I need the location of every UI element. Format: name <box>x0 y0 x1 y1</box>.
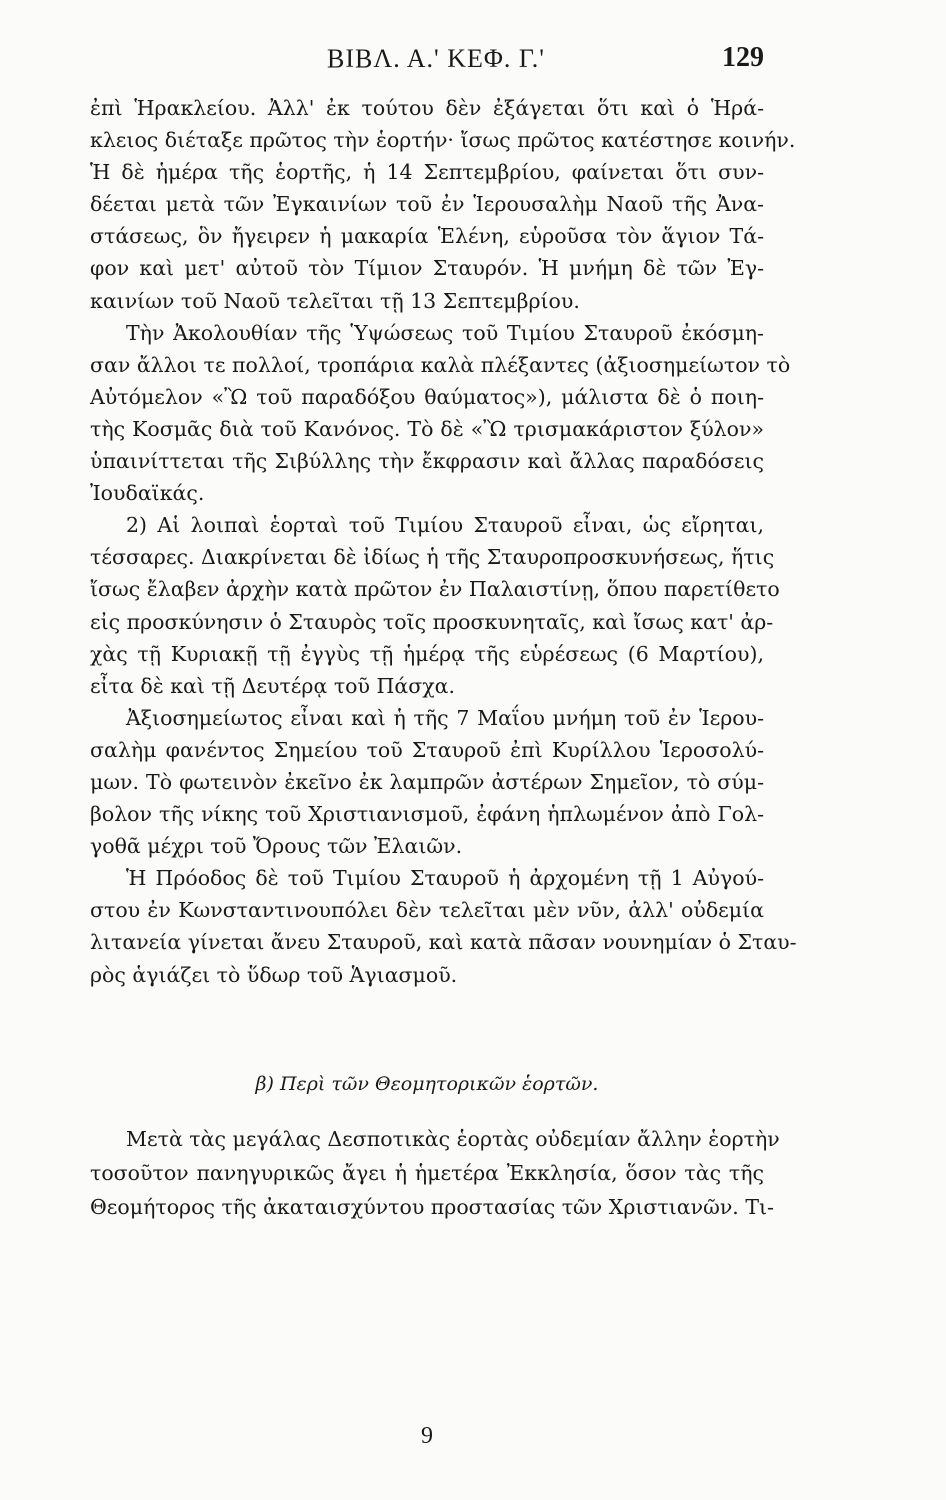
text-line: Ἰουδαϊκάς. <box>90 481 205 506</box>
text-line: φον καὶ μετ' αὐτοῦ τὸν Τίμιον Σταυρόν. Ἡ μνήμη δὲ τῶν Ἐγ- <box>90 256 764 281</box>
text-line: ἴσως ἔλαβεν ἀρχὴν κατὰ πρῶτον ἐν Παλαιστίνῃ, ὅπου παρετίθετο <box>90 577 780 602</box>
text-line: ρὸς ἁγιάζει τὸ ὕδωρ τοῦ Ἁγιασμοῦ. <box>90 962 458 987</box>
text-line: εἶτα δὲ καὶ τῇ Δευτέρᾳ τοῦ Πάσχα. <box>90 673 455 698</box>
text-line: τὴς Κοσμᾶς διὰ τοῦ Κανόνος. Τὸ δὲ «Ὢ τρισμακάριστον ξύλον» <box>90 416 764 441</box>
text-line: στάσεως, ὃν ἤγειρεν ἡ μακαρία Ἑλένη, εὑροῦσα τὸν ἅγιον Τά- <box>90 224 764 249</box>
paragraph-start-line: Μετὰ τὰς μεγάλας Δεσποτικὰς ἑορτὰς οὐδεμίαν ἄλλην ἑορτὴν <box>126 1127 780 1151</box>
text-line: σαν ἄλλοι τε πολλοί, τροπάρια καλὰ πλέξαντες (ἀξιοσημείωτον τὸ <box>90 352 791 377</box>
text-line: δέεται μετὰ τῶν Ἐγκαινίων τοῦ ἐν Ἱερουσαλὴμ Ναοῦ τῆς Ἀνα- <box>90 192 764 217</box>
text-line: Αὐτόμελον «Ὢ τοῦ παραδόξου θαύματος»), μάλιστα δὲ ὁ ποιη- <box>90 384 764 409</box>
text-line: τέσσαρες. Διακρίνεται δὲ ἰδίως ἡ τῆς Σταυροπροσκυνήσεως, ἥτις <box>90 545 775 570</box>
text-line: Ἡ δὲ ἡμέρα τῆς ἑορτῆς, ἡ 14 Σεπτεμβρίου, φαίνεται ὅτι συν- <box>90 160 764 185</box>
text-line: τοσοῦτον πανηγυρικῶς ἄγει ἡ ἡμετέρα Ἐκκλησία, ὅσον τὰς τῆς <box>90 1161 764 1185</box>
section-b-text-block <box>90 1122 780 1224</box>
main-text-block <box>90 92 797 991</box>
paragraph-start-line: 2) Αἱ λοιπαὶ ἑορταὶ τοῦ Τιμίου Σταυροῦ εἶναι, ὡς εἴρηται, <box>126 513 764 538</box>
text-line: χὰς τῇ Κυριακῇ τῇ ἐγγὺς τῇ ἡμέρᾳ τῆς εὑρέσεως (6 Μαρτίου), <box>90 641 764 666</box>
text-line: κλειος διέταξε πρῶτος τὴν ἑορτήν· ἴσως πρῶτος κατέστησε κοινήν. <box>90 128 796 153</box>
running-title: ΒΙΒΛ. Α.' ΚΕΦ. Γ.' <box>327 44 545 73</box>
paragraph-start-line: Τὴν Ἀκολουθίαν τῆς Ὑψώσεως τοῦ Τιμίου Σταυροῦ ἐκόσμη- <box>126 320 764 345</box>
text-line: εἰς προσκύνησιν ὁ Σταυρὸς τοῖς προσκυνηταῖς, καὶ ἴσως κατ' ἀρ- <box>90 609 774 634</box>
text-line: σαλὴμ φανέντος Σημείου τοῦ Σταυροῦ ἐπὶ Κυρίλλου Ἱεροσολύ- <box>90 737 764 762</box>
text-line: ἐπὶ Ἡρακλείου. Ἀλλ' ἐκ τούτου δὲν ἐξάγεται ὅτι καὶ ὁ Ἡρά- <box>90 96 764 120</box>
paragraph-start-line: Ἡ Πρόοδος δὲ τοῦ Τιμίου Σταυροῦ ἡ ἀρχομένη τῇ 1 Αὐγού- <box>126 866 764 891</box>
printer-signature-mark: 9 <box>421 1423 433 1449</box>
running-head <box>108 44 764 84</box>
text-line: ὑπαινίττεται τῆς Σιβύλλης τὴν ἔκφρασιν καὶ ἄλλας παραδόσεις <box>90 449 764 474</box>
section-subheading: β) Περὶ τῶν Θεομητορικῶν ἑορτῶν. <box>255 1073 599 1095</box>
text-line: λιτανεία γίνεται ἄνευ Σταυροῦ, καὶ κατὰ πᾶσαν νουνημίαν ὁ Σταυ- <box>90 930 797 955</box>
text-line: Θεομήτορος τῆς ἀκαταισχύντου προστασίας τῶν Χριστιανῶν. Τι- <box>90 1195 774 1219</box>
text-line: καινίων τοῦ Ναοῦ τελεῖται τῇ 13 Σεπτεμβρίου. <box>90 288 580 313</box>
text-line: γοθᾶ μέχρι τοῦ Ὄρους τῶν Ἐλαιῶν. <box>90 834 463 859</box>
page-number: 129 <box>722 42 764 73</box>
text-line: μων. Τὸ φωτεινὸν ἐκεῖνο ἐκ λαμπρῶν ἀστέρων Σημεῖον, τὸ σύμ- <box>90 769 764 794</box>
text-line: στου ἐν Κωνσταντινουπόλει δὲν τελεῖται μὲν νῦν, ἀλλ' οὐδεμία <box>90 898 764 923</box>
text-line: βολον τῆς νίκης τοῦ Χριστιανισμοῦ, ἐφάνη ἡπλωμένον ἀπὸ Γολ- <box>90 802 764 827</box>
paragraph-start-line: Ἀξιοσημείωτος εἶναι καὶ ἡ τῆς 7 Μαΐου μνήμη τοῦ ἐν Ἱερου- <box>126 705 764 730</box>
